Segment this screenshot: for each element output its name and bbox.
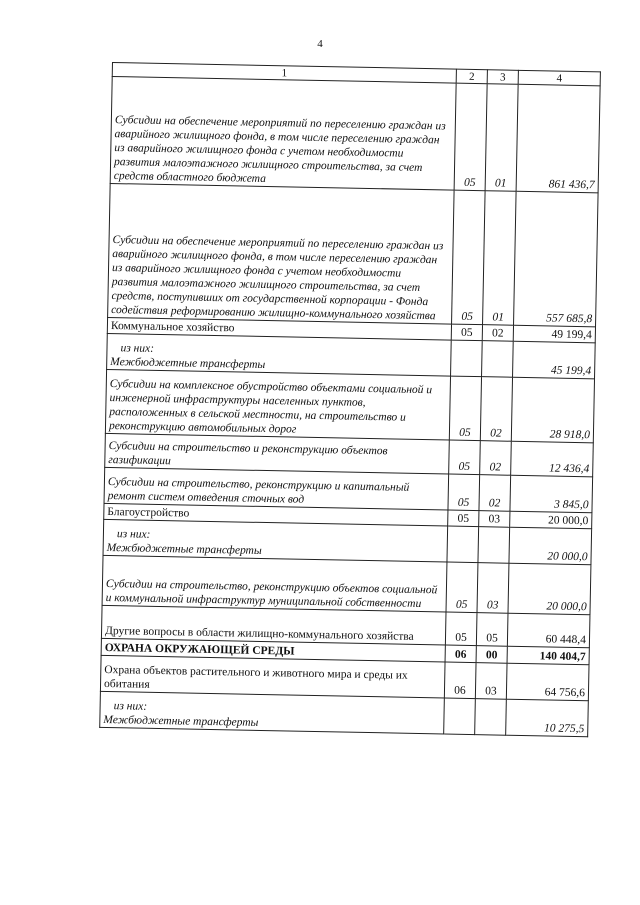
row-name: Субсидии на обеспечение мероприятий по переселению граждан из аварийного жилищного фонда, в том числе переселению граждан из аварийного жилищного фонда с учетом необходимости развития малоэтажного жилищного строительства, за счет средств, поступивших от государственной корпорации - Фонда содействия реформированию жилищно-коммунального хозяйства	[108, 183, 455, 324]
row-section-code: 06	[444, 662, 476, 699]
row-section-code: 05	[454, 83, 487, 191]
page-number: 4	[317, 38, 323, 50]
row-subsection-code: 02	[480, 441, 512, 476]
row-name: Субсидии на комплексное обустройство объектами социальной и инженерной инфраструктуры населенных пунктов, расположенных в сельской местности, на строительство и реконструкцию автомобильных дорог	[105, 369, 450, 440]
row-amount: 45 199,4	[513, 341, 596, 379]
table-row	[110, 77, 600, 193]
row-subheading: из них:	[116, 528, 151, 541]
row-section-code: 05	[451, 324, 482, 341]
row-subsection-code: 02	[482, 325, 513, 342]
row-subsection-code	[482, 341, 514, 378]
row-amount: 49 199,4	[513, 325, 595, 343]
row-subsection-code	[478, 527, 510, 564]
row-amount: 140 404,7	[507, 646, 589, 665]
row-section-code: 05	[452, 190, 486, 325]
row-section-code	[444, 698, 476, 735]
table-row	[108, 183, 598, 326]
row-name: Субсидии на строительство, реконструкцию объектов социальной и коммунальной инфраструктур муниципальной собственности	[102, 555, 447, 612]
row-subheading: из них:	[120, 342, 155, 355]
row-section-code: 05	[449, 440, 481, 475]
table-row	[105, 369, 594, 442]
row-amount: 10 275,5	[506, 699, 589, 737]
row-section-code: 05	[448, 474, 480, 511]
row-name: Благоустройство	[104, 503, 448, 526]
row-section-code: 05	[448, 510, 479, 527]
row-amount: 20 000,0	[508, 563, 591, 615]
row-name	[107, 333, 452, 376]
row-section-code: 05	[446, 562, 478, 613]
budget-table-sheet	[99, 62, 600, 737]
row-subsection-code: 03	[475, 663, 507, 700]
row-section-code	[447, 526, 479, 563]
row-subsection-code: 00	[476, 646, 507, 664]
row-amount: 20 000,0	[510, 511, 592, 529]
row-amount: 28 918,0	[511, 377, 594, 443]
header-col-1: 1	[112, 63, 456, 84]
row-amount: 557 685,8	[514, 191, 599, 327]
row-subsection-code: 02	[479, 475, 511, 512]
row-subheading: из них:	[113, 700, 148, 713]
row-section-code	[451, 340, 483, 377]
row-name: Другие вопросы в области жилищно-коммунального хозяйства	[101, 605, 446, 645]
row-subsection-code: 05	[476, 613, 508, 647]
row-subsection-code	[475, 699, 507, 736]
row-name	[103, 519, 448, 562]
row-subsection-code: 01	[483, 191, 517, 326]
row-name: Субсидии на строительство и реконструкцию объектов газификации	[105, 433, 450, 474]
row-amount: 20 000,0	[509, 527, 592, 565]
row-section-code: 05	[445, 612, 477, 646]
row-amount: 12 436,4	[511, 441, 594, 477]
row-subsection-code: 01	[485, 84, 518, 192]
row-name: Охрана объектов растительного и животного мира и среды их обитания	[100, 655, 445, 698]
header-col-3: 3	[487, 70, 518, 85]
row-subsection-code: 03	[477, 563, 509, 614]
row-amount: 64 756,6	[506, 663, 589, 701]
row-name-secondary: Межбюджетные трансферты	[106, 541, 262, 557]
table-row	[102, 555, 591, 614]
row-name-secondary: Межбюджетные трансферты	[103, 713, 259, 729]
row-name: Субсидии на строительство, реконструкцию и капитальный ремонт систем отведения сточных вод	[104, 467, 449, 510]
row-name: Субсидии на обеспечение мероприятий по переселению граждан из аварийного жилищного фонда, в том числе переселению граждан из аварийного жилищного фонда с учетом необходимости развития малоэтажного жилищного строительства, за счет средств областного бюджета	[110, 77, 456, 191]
row-amount: 861 436,7	[516, 84, 600, 193]
row-amount: 3 845,0	[510, 475, 593, 513]
row-subsection-code: 03	[479, 511, 510, 528]
row-name: Коммунальное хозяйство	[107, 317, 451, 340]
row-name	[100, 691, 445, 734]
row-name: ОХРАНА ОКРУЖАЮЩЕЙ СРЕДЫ	[101, 638, 445, 662]
row-amount: 60 448,4	[507, 613, 590, 648]
budget-table	[99, 62, 601, 737]
row-subsection-code: 02	[480, 377, 512, 442]
header-col-4: 4	[518, 70, 600, 86]
row-name-secondary: Межбюджетные трансферты	[110, 356, 266, 371]
row-section-code: 05	[449, 376, 481, 441]
header-col-2: 2	[456, 69, 487, 84]
row-section-code: 06	[445, 645, 476, 663]
